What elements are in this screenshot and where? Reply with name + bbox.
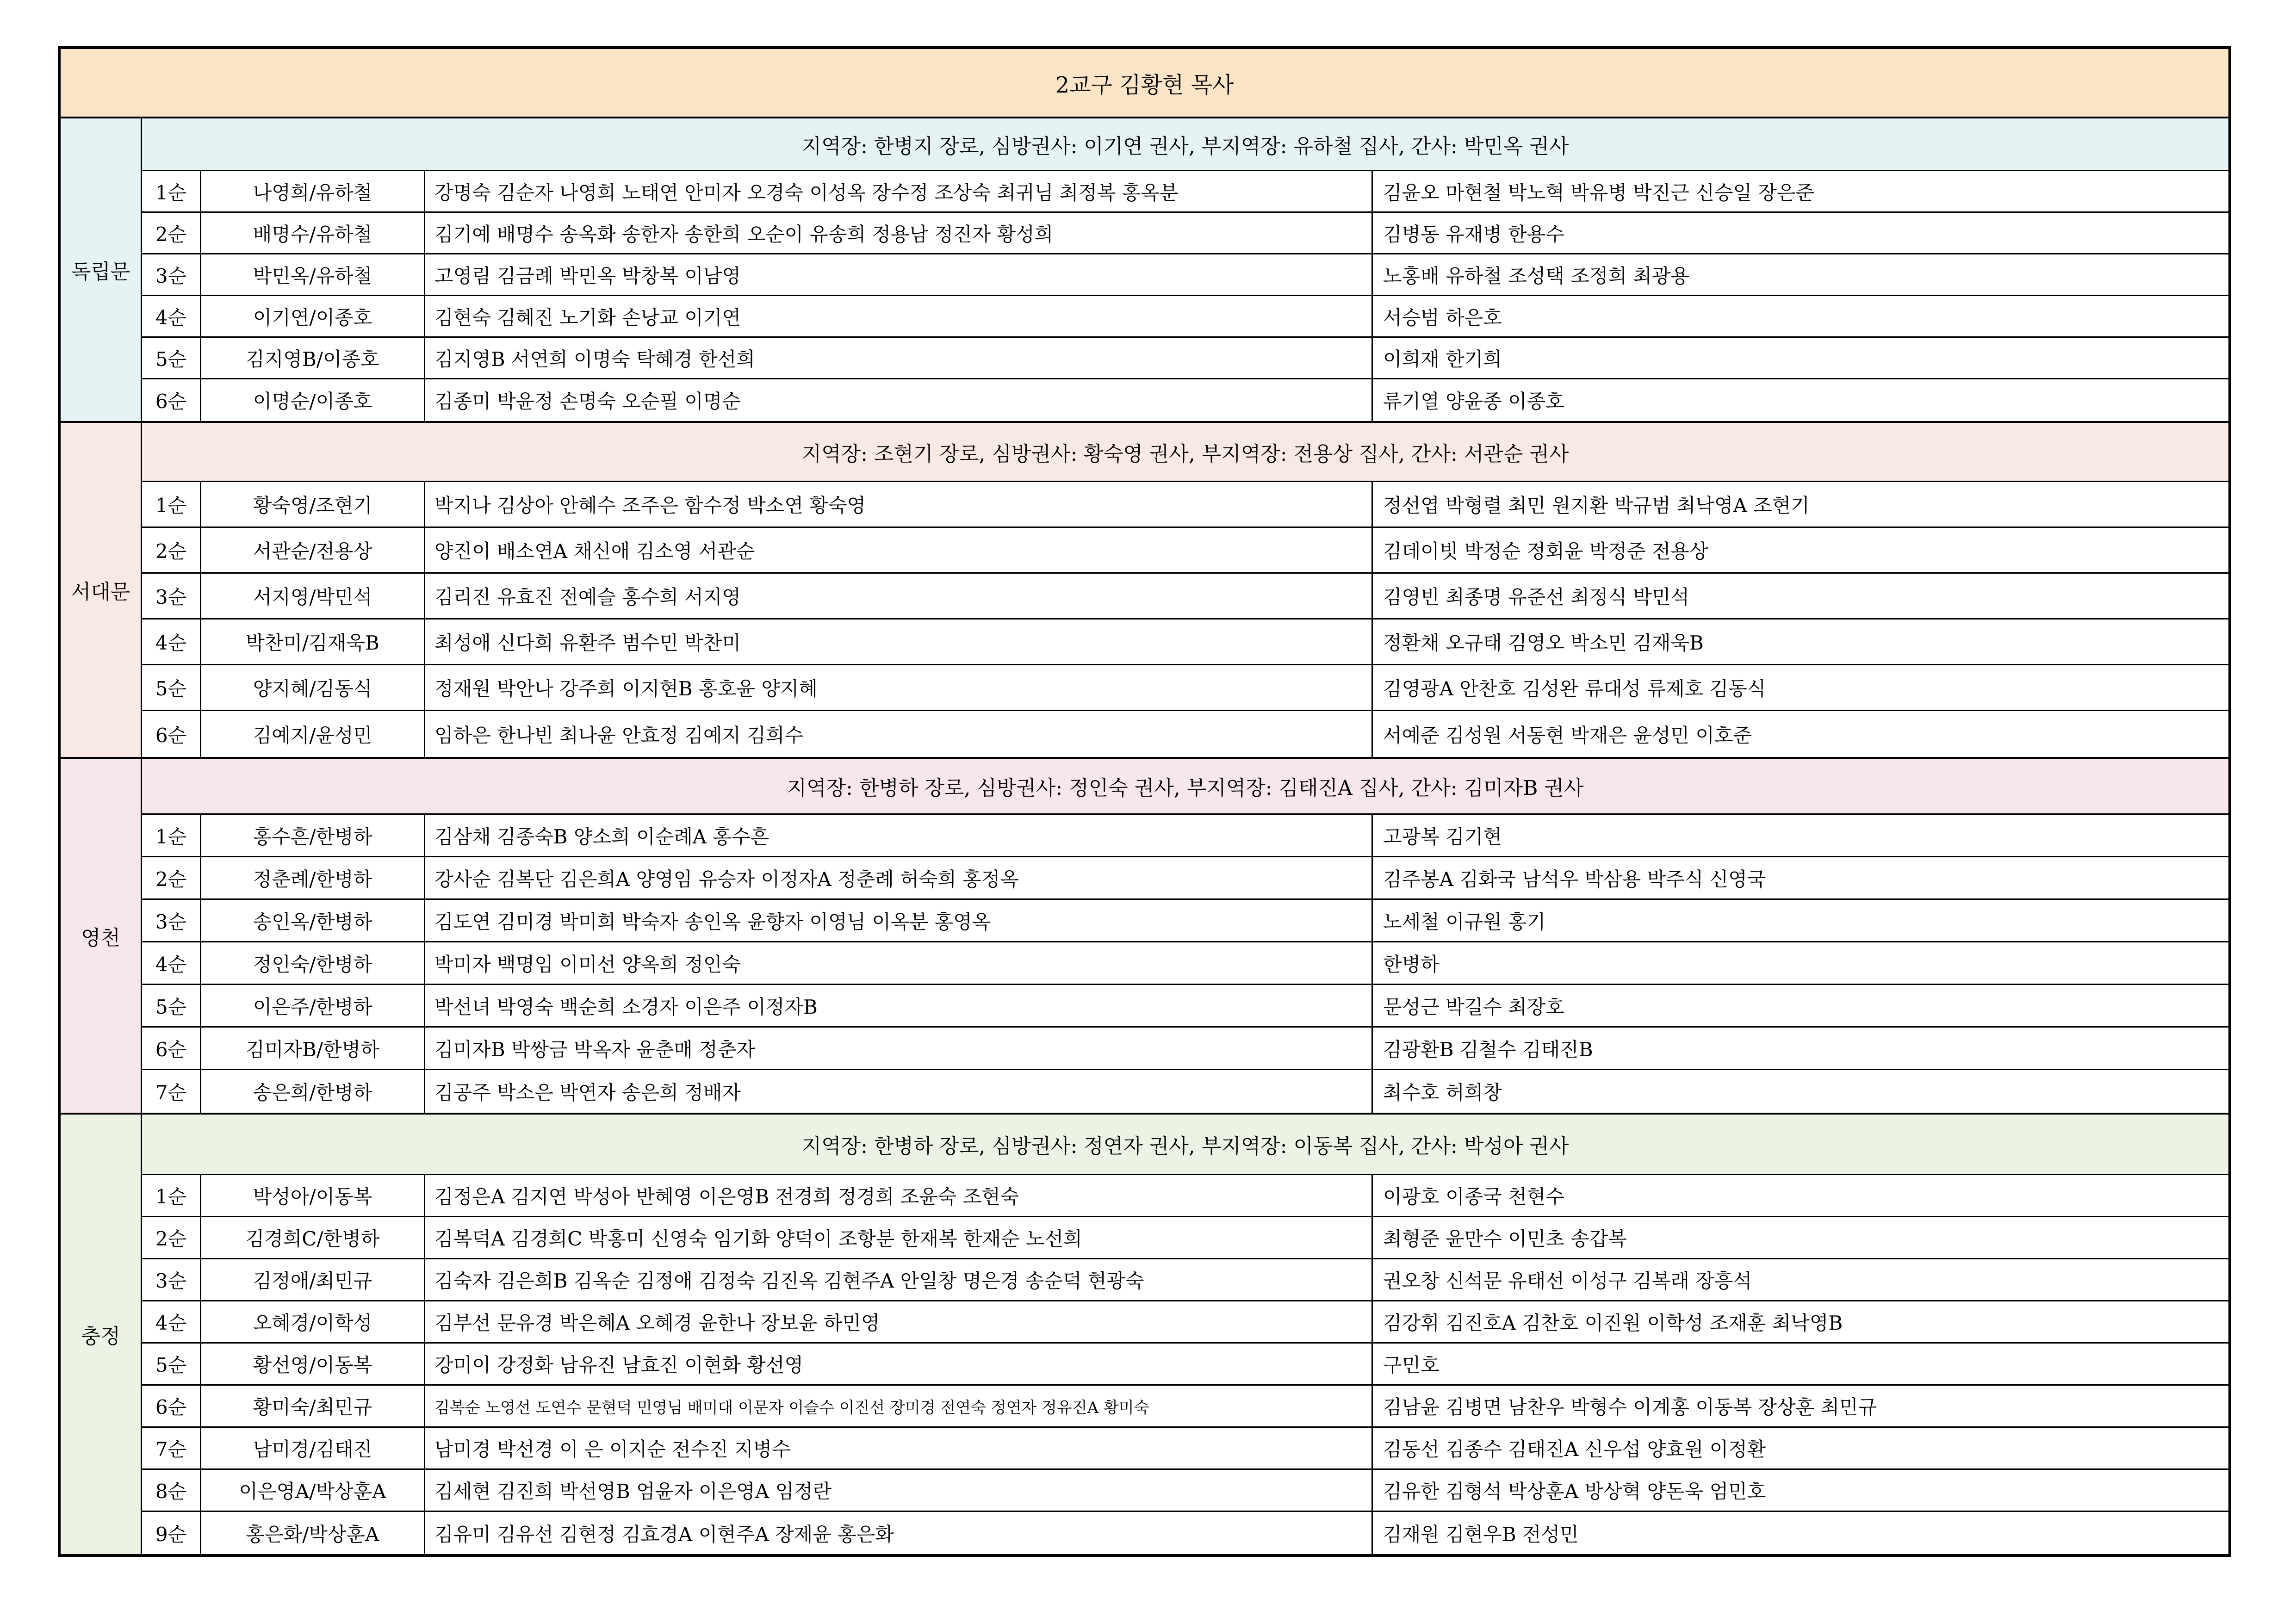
- group-number: 8순: [142, 1470, 201, 1511]
- women-members: 박지나 김상아 안혜수 조주은 함수정 박소연 황숙영: [425, 482, 1373, 527]
- women-members: 김도연 김미경 박미희 박숙자 송인옥 윤향자 이영님 이옥분 홍영옥: [425, 900, 1373, 941]
- group-number: 2순: [142, 857, 201, 898]
- district-body: [142, 1115, 2228, 1554]
- group-number: 4순: [142, 619, 201, 664]
- group-number: 5순: [142, 1344, 201, 1384]
- group-number: 6순: [142, 711, 201, 757]
- women-members: 김유미 김유선 김현정 김효경A 이현주A 장제윤 홍은화: [425, 1512, 1373, 1554]
- group-number: 7순: [142, 1428, 201, 1468]
- women-members: 김종미 박윤정 손명숙 오순필 이명순: [425, 379, 1373, 421]
- women-members: 강사순 김복단 김은희A 양영임 유승자 이정자A 정춘례 허숙희 홍정옥: [425, 857, 1373, 898]
- group-leaders: 박찬미/김재욱B: [201, 619, 425, 664]
- district-list: [61, 118, 2228, 1554]
- district-officers: 지역장: 조현기 장로, 심방권사: 황숙영 권사, 부지역장: 전용상 집사, 간사: 서관순 권사: [142, 423, 2228, 482]
- group-leaders: 홍수흔/한병하: [201, 815, 425, 856]
- group-number: 3순: [142, 254, 201, 295]
- women-members: 김부선 문유경 박은혜A 오혜경 윤한나 장보윤 하민영: [425, 1301, 1373, 1342]
- women-members: 김복덕A 김경희C 박홍미 신영숙 임기화 양덕이 조항분 한재복 한재순 노선희: [425, 1217, 1373, 1258]
- table-row: [142, 213, 2228, 254]
- group-leaders: 김지영B/이종호: [201, 338, 425, 378]
- women-members: 강미이 강정화 남유진 남효진 이현화 황선영: [425, 1344, 1373, 1384]
- women-members: 김미자B 박쌍금 박옥자 윤춘매 정춘자: [425, 1028, 1373, 1069]
- group-leaders: 김정애/최민규: [201, 1259, 425, 1300]
- group-number: 7순: [142, 1070, 201, 1113]
- group-leaders: 송인옥/한병하: [201, 900, 425, 941]
- group-leaders: 양지혜/김동식: [201, 665, 425, 710]
- table-row: [142, 711, 2228, 757]
- table-row: [142, 857, 2228, 900]
- men-members: 이광호 이종국 천현수: [1383, 1185, 1564, 1208]
- table-row: [142, 815, 2228, 857]
- group-leaders: 홍은화/박상훈A: [201, 1512, 425, 1554]
- group-leaders: 이은영A/박상훈A: [201, 1470, 425, 1511]
- district-name: 영천: [61, 759, 142, 1113]
- table-row: [142, 942, 2228, 985]
- table-row: [142, 171, 2228, 213]
- group-leaders: 황선영/이동복: [201, 1344, 425, 1384]
- table-row: [142, 254, 2228, 296]
- group-number: 5순: [142, 985, 201, 1026]
- district-block: [61, 759, 2228, 1115]
- group-number: 1순: [142, 1175, 201, 1216]
- group-leaders: 김경희C/한병하: [201, 1217, 425, 1258]
- women-members: 최성애 신다희 유환주 범수민 박찬미: [425, 619, 1373, 664]
- men-members: 김동선 김종수 김태진A 신우섭 양효원 이정환: [1383, 1438, 1766, 1461]
- group-number: 2순: [142, 1217, 201, 1258]
- district-block: [61, 1115, 2228, 1554]
- group-leaders: 이명순/이종호: [201, 379, 425, 421]
- group-number: 1순: [142, 815, 201, 856]
- table-row: [142, 1217, 2228, 1259]
- district-block: [61, 118, 2228, 423]
- group-leaders: 황미숙/최민규: [201, 1386, 425, 1426]
- table-row: [142, 1175, 2228, 1217]
- women-members: 김현숙 김혜진 노기화 손낭교 이기연: [425, 296, 1373, 336]
- group-number: 6순: [142, 1386, 201, 1426]
- men-members: 김강휘 김진호A 김찬호 이진원 이학성 조재훈 최낙영B: [1383, 1312, 1843, 1334]
- group-leaders: 박민옥/유하철: [201, 254, 425, 295]
- group-leaders: 오혜경/이학성: [201, 1301, 425, 1342]
- group-number: 1순: [142, 171, 201, 211]
- table-row: [142, 985, 2228, 1028]
- table-row: [142, 900, 2228, 942]
- men-members: 김주봉A 김화국 남석우 박삼용 박주식 신영국: [1383, 867, 1766, 891]
- men-members: 서예준 김성원 서동현 박재은 윤성민 이호준: [1383, 724, 1752, 747]
- women-members: 박미자 백명임 이미선 양옥희 정인숙: [425, 942, 1373, 984]
- men-members: 김광환B 김철수 김태진B: [1383, 1038, 1593, 1061]
- group-leaders: 이은주/한병하: [201, 985, 425, 1026]
- group-number: 5순: [142, 665, 201, 710]
- table-row: [142, 1301, 2228, 1344]
- men-members: 김남윤 김병면 남찬우 박형수 이계홍 이동복 장상훈 최민규: [1383, 1396, 1877, 1419]
- group-leaders: 황숙영/조현기: [201, 482, 425, 527]
- women-members: 임하은 한나빈 최나윤 안효정 김예지 김희수: [425, 711, 1373, 757]
- district-officers: 지역장: 한병지 장로, 심방권사: 이기연 권사, 부지역장: 유하철 집사, 간사: 박민옥 권사: [142, 118, 2228, 171]
- men-members: 한병하: [1383, 953, 1440, 976]
- group-number: 3순: [142, 574, 201, 618]
- men-members: 류기열 양윤종 이종호: [1383, 390, 1564, 413]
- table-row: [142, 1028, 2228, 1070]
- table-row: [142, 619, 2228, 665]
- table-row: [142, 1070, 2228, 1113]
- women-members: 양진이 배소연A 채신애 김소영 서관순: [425, 528, 1373, 572]
- table-row: [142, 528, 2228, 574]
- women-members: 김숙자 김은희B 김옥순 김정애 김정숙 김진옥 김현주A 안일창 명은경 송순덕 현광숙: [425, 1259, 1373, 1300]
- women-members: 김복순 노영선 도연수 문현덕 민영님 배미대 이문자 이슬수 이진선 장미경 전연숙 정연자 정유진A 황미숙: [425, 1386, 1373, 1426]
- men-members: 노홍배 유하철 조성택 조정희 최광용: [1383, 264, 1689, 287]
- page-title: 2교구 김황현 목사: [61, 46, 2228, 118]
- group-number: 4순: [142, 1301, 201, 1342]
- group-leaders: 박성아/이동복: [201, 1175, 425, 1216]
- group-leaders: 김예지/윤성민: [201, 711, 425, 757]
- women-members: 김세현 김진희 박선영B 엄윤자 이은영A 임정란: [425, 1470, 1373, 1511]
- group-leaders: 정춘례/한병하: [201, 857, 425, 898]
- women-members: 김삼채 김종숙B 양소희 이순례A 홍수흔: [425, 815, 1373, 856]
- men-members: 김윤오 마현철 박노혁 박유병 박진근 신승일 장은준: [1383, 181, 1815, 204]
- men-members: 최형준 윤만수 이민초 송갑복: [1383, 1227, 1627, 1250]
- group-leaders: 김미자B/한병하: [201, 1028, 425, 1069]
- district-roster-table: [58, 46, 2231, 1557]
- table-row: [142, 1470, 2228, 1512]
- women-members: 박선녀 박영숙 백순희 소경자 이은주 이정자B: [425, 985, 1373, 1026]
- group-number: 3순: [142, 1259, 201, 1300]
- group-number: 5순: [142, 338, 201, 378]
- women-members: 고영림 김금례 박민옥 박창복 이남영: [425, 254, 1373, 295]
- group-leaders: 배명수/유하철: [201, 213, 425, 253]
- group-leaders: 서지영/박민석: [201, 574, 425, 618]
- men-members: 서승범 하은호: [1383, 306, 1502, 329]
- group-number: 4순: [142, 942, 201, 984]
- men-members: 김유한 김형석 박상훈A 방상혁 양돈욱 엄민호: [1383, 1480, 1766, 1503]
- women-members: 강명숙 김순자 나영희 노태연 안미자 오경숙 이성옥 장수정 조상숙 최귀님 최정복 홍옥분: [425, 171, 1373, 211]
- table-row: [142, 1428, 2228, 1470]
- women-members: 남미경 박선경 이 은 이지순 전수진 지병수: [425, 1428, 1373, 1468]
- men-members: 김데이빗 박정순 정회윤 박정준 전용상: [1383, 540, 1708, 563]
- group-number: 4순: [142, 296, 201, 336]
- group-number: 6순: [142, 379, 201, 421]
- table-row: [142, 574, 2228, 619]
- group-number: 3순: [142, 900, 201, 941]
- men-members: 구민호: [1383, 1354, 1440, 1376]
- group-leaders: 정인숙/한병하: [201, 942, 425, 984]
- district-name: 독립문: [61, 118, 142, 421]
- table-row: [142, 296, 2228, 338]
- group-leaders: 송은희/한병하: [201, 1070, 425, 1113]
- district-officers: 지역장: 한병하 장로, 심방권사: 정연자 권사, 부지역장: 이동복 집사, 간사: 박성아 권사: [142, 1115, 2228, 1175]
- group-number: 2순: [142, 213, 201, 253]
- men-members: 김영광A 안찬호 김성완 류대성 류제호 김동식: [1383, 677, 1766, 700]
- group-leaders: 서관순/전용상: [201, 528, 425, 572]
- table-row: [142, 1344, 2228, 1386]
- group-number: 2순: [142, 528, 201, 572]
- men-members: 고광복 김기현: [1383, 825, 1502, 848]
- women-members: 정재원 박안나 강주희 이지현B 홍호윤 양지혜: [425, 665, 1373, 710]
- table-row: [142, 665, 2228, 711]
- table-row: [142, 379, 2228, 421]
- table-row: [142, 338, 2228, 379]
- group-number: 1순: [142, 482, 201, 527]
- district-officers: 지역장: 한병하 장로, 심방권사: 정인숙 권사, 부지역장: 김태진A 집사, 간사: 김미자B 권사: [142, 759, 2228, 815]
- men-members: 김재원 김현우B 전성민: [1383, 1523, 1579, 1546]
- district-body: [142, 759, 2228, 1113]
- women-members: 김기예 배명수 송옥화 송한자 송한희 오순이 유송희 정용남 정진자 황성희: [425, 213, 1373, 253]
- group-number: 6순: [142, 1028, 201, 1069]
- men-members: 권오창 신석문 유태선 이성구 김복래 장흥석: [1383, 1270, 1752, 1292]
- women-members: 김정은A 김지연 박성아 반혜영 이은영B 전경희 정경희 조윤숙 조현숙: [425, 1175, 1373, 1216]
- group-leaders: 이기연/이종호: [201, 296, 425, 336]
- district-name: 서대문: [61, 423, 142, 757]
- table-row: [142, 1386, 2228, 1428]
- men-members: 김병동 유재병 한용수: [1383, 223, 1564, 246]
- group-leaders: 남미경/김태진: [201, 1428, 425, 1468]
- table-row: [142, 1259, 2228, 1301]
- men-members: 노세철 이규원 홍기: [1383, 910, 1546, 933]
- men-members: 김영빈 최종명 유준선 최정식 박민석: [1383, 586, 1689, 608]
- group-leaders: 나영희/유하철: [201, 171, 425, 211]
- men-members: 정환채 오규태 김영오 박소민 김재욱B: [1383, 632, 1704, 654]
- men-members: 문성근 박길수 최장호: [1383, 995, 1564, 1018]
- women-members: 김지영B 서연희 이명숙 탁혜경 한선희: [425, 338, 1373, 378]
- women-members: 김공주 박소은 박연자 송은희 정배자: [425, 1070, 1373, 1113]
- men-members: 최수호 허희창: [1383, 1081, 1502, 1104]
- table-row: [142, 1512, 2228, 1554]
- table-row: [142, 482, 2228, 528]
- men-members: 이희재 한기희: [1383, 347, 1502, 371]
- district-name: 충정: [61, 1115, 142, 1554]
- district-body: [142, 423, 2228, 757]
- district-body: [142, 118, 2228, 421]
- men-members: 정선엽 박형렬 최민 원지환 박규범 최낙영A 조현기: [1383, 494, 1810, 517]
- district-block: [61, 423, 2228, 759]
- women-members: 김리진 유효진 전예슬 홍수희 서지영: [425, 574, 1373, 618]
- group-number: 9순: [142, 1512, 201, 1554]
